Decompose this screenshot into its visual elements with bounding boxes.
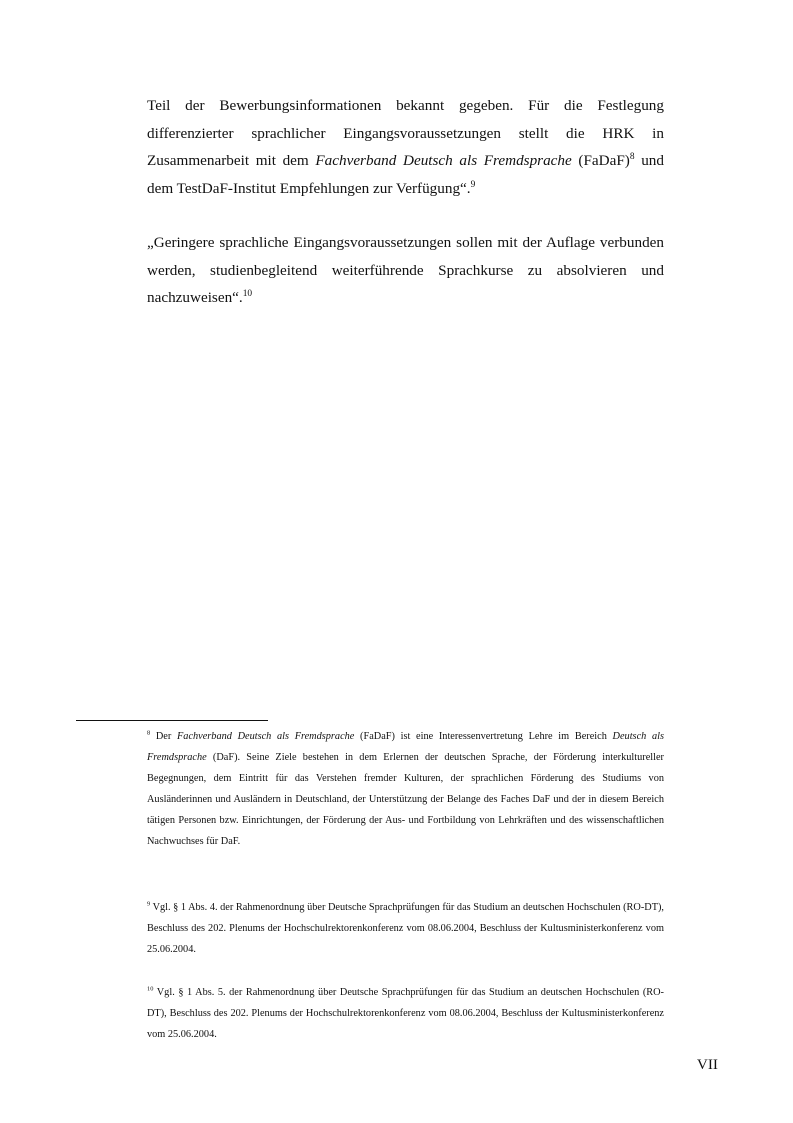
para1-italic-term: Fachverband Deutsch als Fremdsprache (315, 152, 572, 170)
body-paragraph-2 (147, 229, 664, 312)
page-number: VII (696, 1056, 718, 1073)
footnote-8-number: 8 (147, 729, 151, 737)
footnote-8 (147, 726, 664, 852)
footnote-8-text-b: (FaDaF) ist eine Interessenvertretung Lehre im Bereich (354, 731, 613, 742)
footnote-9 (147, 897, 664, 960)
body-paragraph-1 (147, 92, 664, 202)
para1-text-start: Teil der Bewerbungsinformationen bekannt gegeben. Für die Festlegung differenzierter sprachlicher Eingangsvoraussetzungen stellt die HRK in Zusammenarbeit mit dem (147, 97, 664, 170)
footnote-ref-9[interactable]: 9 (470, 179, 476, 190)
footnote-8-italic-b: Deutsch als Fremdsprache (147, 731, 664, 763)
para1-text-end: und dem TestDaF-Institut Empfehlungen zur Verfügung“. (147, 152, 664, 197)
footnote-9-number: 9 (147, 900, 151, 908)
footnote-ref-10[interactable]: 10 (242, 289, 253, 300)
para2-text: „Geringere sprachliche Eingangsvoraussetzungen sollen mit der Auflage verbunden werden, studienbegleitend weiterführende Sprachkurse zu absolvieren und nachzuweisen“. (147, 234, 664, 307)
footnote-8-text-c: (DaF). Seine Ziele bestehen in dem Erlernen der deutschen Sprache, der Förderung interkultureller Begegnungen, dem Eintritt für das Verstehen fremder Kulturen, der sprachlichen Förderung des Studiums von Ausländerinnen und Ausländern in Deutschland, der Unterstützung der Belange des Faches DaF und der in diesem Bereich tätigen Personen bzw. Einrichtungen, der Förderung der Aus- und Fortbildung von Lehrkräften und des wissenschaftlichen Nachwuchses für DaF. (147, 752, 664, 847)
footnote-10-text: Vgl. § 1 Abs. 5. der Rahmenordnung über Deutsche Sprachprüfungen für das Studium an deutschen Hochschulen (RO-DT), Beschluss des 202. Plenums der Hochschulrektorenkonferenz vom 08.06.2004, Beschluss der Kultusministerkonferenz vom 25.06.2004. (147, 987, 664, 1040)
footnote-9-text: Vgl. § 1 Abs. 4. der Rahmenordnung über Deutsche Sprachprüfungen für das Studium an deutschen Hochschulen (RO-DT), Beschluss des 202. Plenums der Hochschulrektorenkonferenz vom 08.06.2004, Beschluss der Kultusministerkonferenz vom 25.06.2004. (147, 902, 664, 955)
para1-text-mid: (FaDaF) (571, 152, 630, 170)
footnote-10-number: 10 (147, 985, 154, 993)
footnote-10 (147, 982, 664, 1045)
footnote-separator (76, 720, 268, 721)
footnote-8-italic-a: Fachverband Deutsch als Fremdsprache (177, 731, 355, 742)
footnote-8-text-a: Der (150, 731, 177, 742)
footnote-ref-8[interactable]: 8 (629, 152, 635, 163)
